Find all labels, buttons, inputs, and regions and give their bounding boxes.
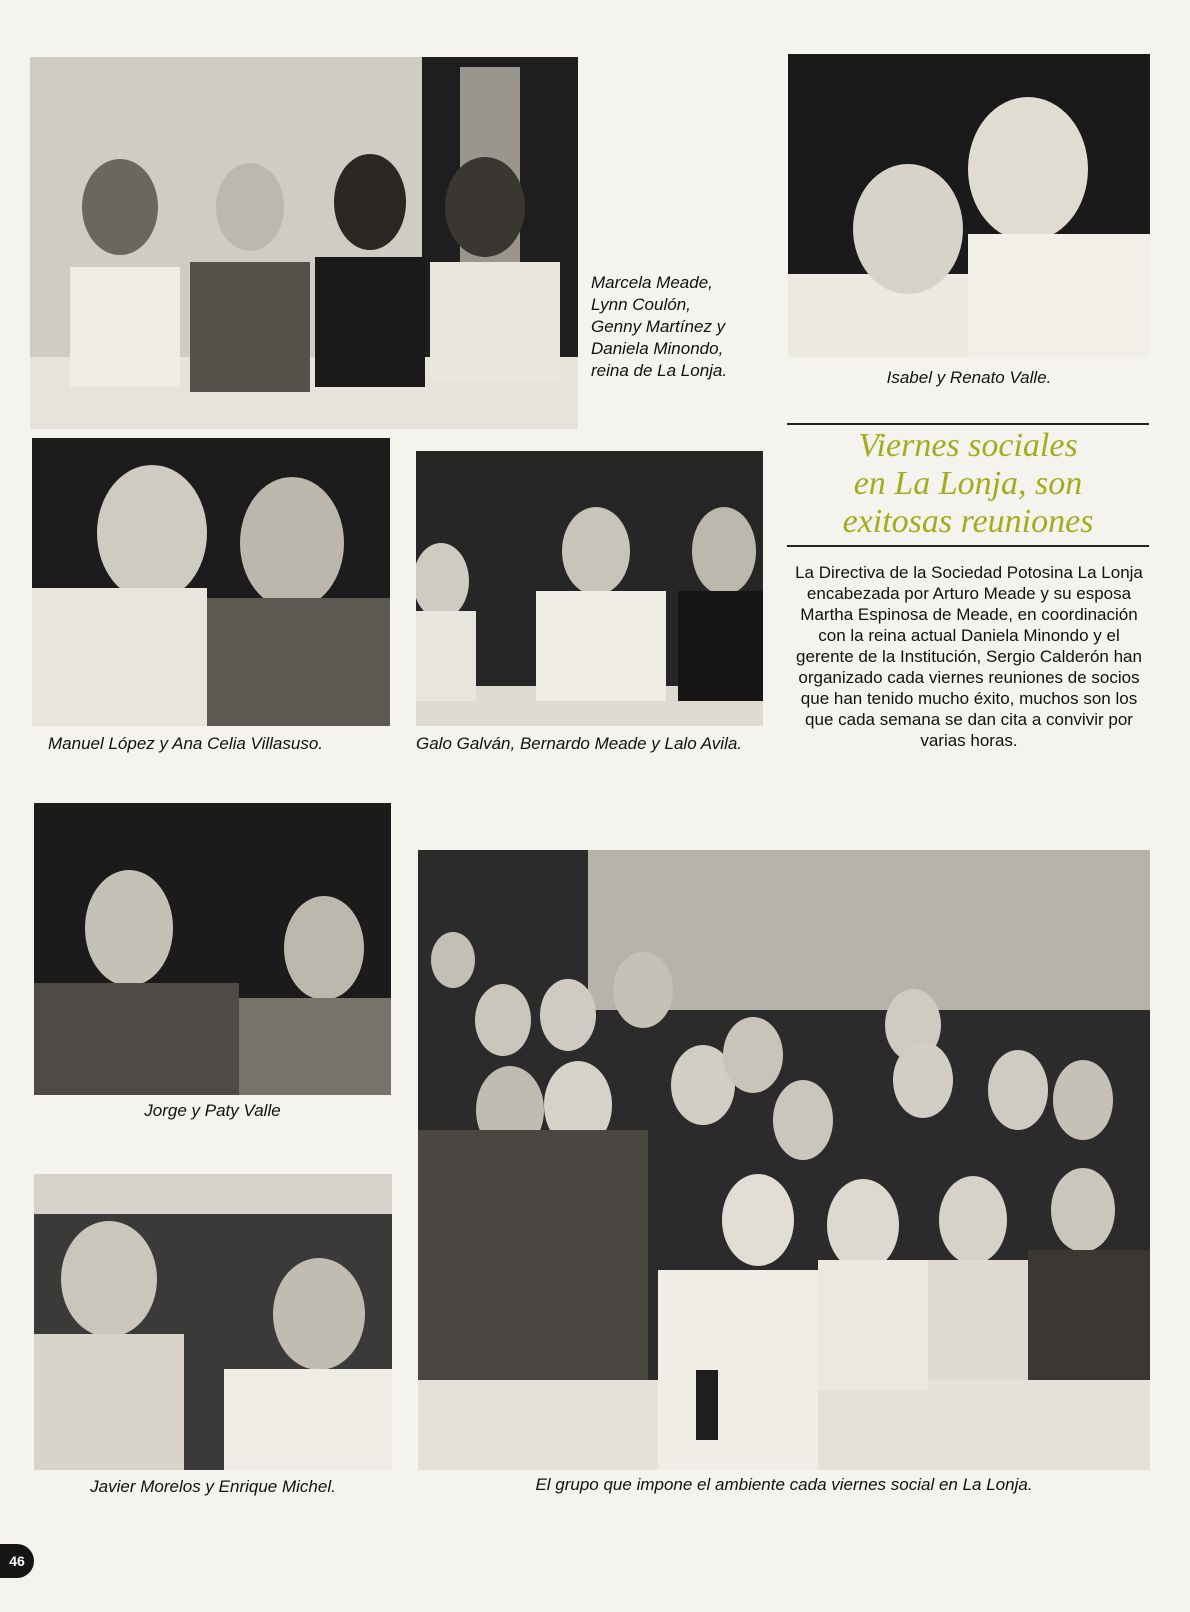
photo-manuel-ana bbox=[32, 438, 390, 726]
photo-javier-enrique bbox=[34, 1174, 392, 1470]
caption-four-women: Marcela Meade, Lynn Coulón, Genny Martínez y Daniela Minondo, reina de La Lonja. bbox=[591, 273, 728, 380]
article-title bbox=[787, 423, 1149, 547]
caption-group: El grupo que impone el ambiente cada viernes social en La Lonja. bbox=[535, 1475, 1033, 1494]
photo-isabel-renato bbox=[788, 54, 1150, 357]
title-line-2: en La Lonja, son bbox=[853, 465, 1083, 502]
caption-jorge-paty: Jorge y Paty Valle bbox=[144, 1101, 281, 1120]
caption-manuel-ana: Manuel López y Ana Celia Villasuso. bbox=[48, 734, 323, 753]
photo-four-women bbox=[30, 57, 578, 429]
caption-isabel-renato: Isabel y Renato Valle. bbox=[886, 368, 1052, 387]
photo-galo-bernardo-lalo bbox=[416, 451, 763, 726]
caption-javier-enrique: Javier Morelos y Enrique Michel. bbox=[90, 1477, 336, 1496]
article-body: La Directiva de la Sociedad Potosina La Lonja encabezada por Arturo Meade y su esposa Martha Espinosa de Meade, en coordinación con la reina actual Daniela Minondo y el gerente de la Institución, Sergio Calderón han organizado cada viernes reuniones de socios que han tenido mucho éxito, muchos son los que cada semana se dan cita a convivir por varias horas. bbox=[795, 563, 1143, 750]
caption-galo-bernardo-lalo: Galo Galván, Bernardo Meade y Lalo Avila. bbox=[416, 734, 743, 753]
photo-jorge-paty bbox=[34, 803, 391, 1095]
title-line-1: Viernes sociales bbox=[858, 427, 1078, 464]
page-number: 46 bbox=[0, 1544, 34, 1578]
photo-group bbox=[418, 850, 1150, 1470]
title-line-3: exitosas reuniones bbox=[842, 503, 1094, 540]
